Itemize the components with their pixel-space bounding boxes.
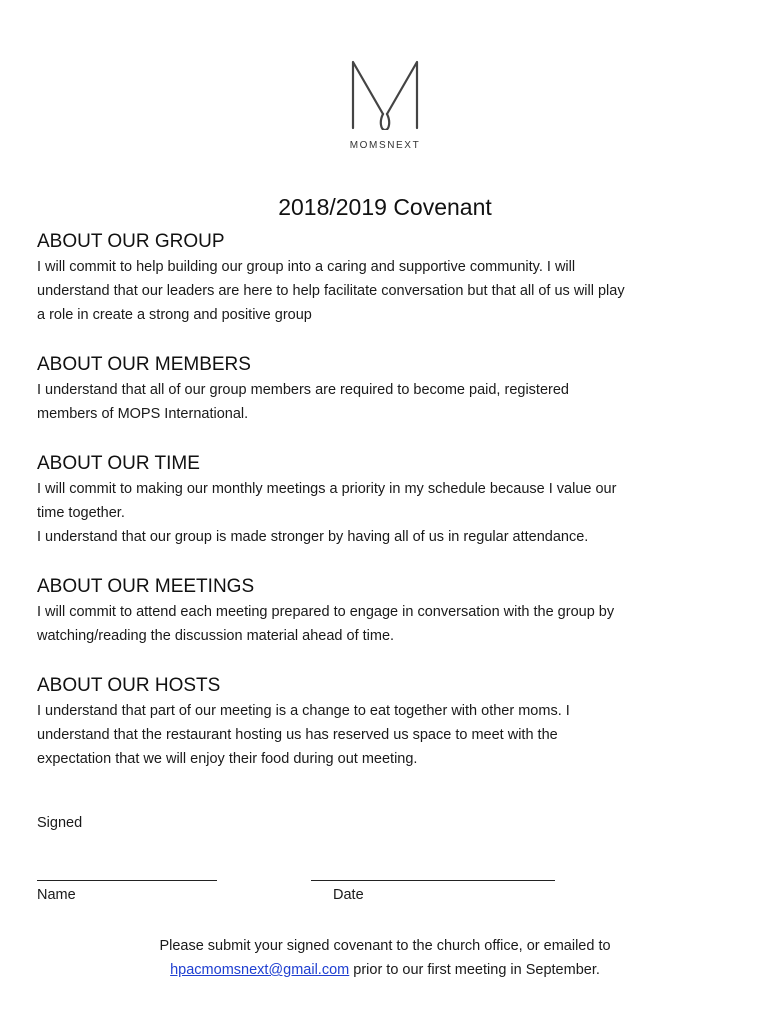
section-meetings: [37, 574, 737, 648]
section-members: [37, 352, 737, 426]
section-line: time together.: [37, 505, 125, 521]
name-label: Name: [37, 887, 76, 903]
section-line: a role in create a strong and positive group: [37, 307, 312, 323]
section-line: members of MOPS International.: [37, 406, 249, 422]
logo: [0, 58, 770, 151]
section-group: [37, 229, 737, 327]
section-line: expectation that we will enjoy their food during out meeting.: [37, 751, 418, 767]
email-link[interactable]: hpacmomsnext@gmail.com: [170, 962, 350, 978]
section-heading: ABOUT OUR MEETINGS: [37, 576, 255, 597]
section-time: [37, 451, 737, 549]
section-line: I will commit to making our monthly meetings a priority in my schedule because I value our: [37, 481, 617, 497]
section-line: I will commit to help building our group into a caring and supportive community. I will: [37, 259, 576, 275]
section-line: I understand that our group is made stronger by having all of us in regular attendance.: [37, 529, 589, 545]
section-heading: ABOUT OUR GROUP: [37, 231, 225, 252]
section-line: understand that the restaurant hosting us has reserved us space to meet with the: [37, 727, 558, 743]
submission-note-line: Please submit your signed covenant to the church office, or emailed to: [159, 938, 611, 954]
name-signature-line: [37, 880, 217, 881]
section-line: watching/reading the discussion material ahead of time.: [37, 628, 395, 644]
section-heading: ABOUT OUR TIME: [37, 453, 200, 474]
section-line: understand that our leaders are here to help facilitate conversation but that all of us will play: [37, 283, 625, 299]
date-label: Date: [333, 887, 364, 903]
section-line: I will commit to attend each meeting prepared to engage in conversation with the group by: [37, 604, 615, 620]
submission-note: [0, 934, 770, 982]
section-line: I understand that all of our group members are required to become paid, registered: [37, 382, 569, 398]
section-heading: ABOUT OUR MEMBERS: [37, 354, 251, 375]
section-line: I understand that part of our meeting is a change to eat together with other moms. I: [37, 703, 570, 719]
section-heading: ABOUT OUR HOSTS: [37, 675, 221, 696]
signed-label: Signed: [37, 815, 83, 831]
momsnext-m-logo-icon: [345, 58, 425, 130]
logo-wordmark: MOMSNEXT: [349, 140, 421, 151]
section-hosts: [37, 673, 737, 771]
date-signature-line: [311, 880, 555, 881]
submission-note-line-2: [0, 958, 770, 982]
submission-note-tail: prior to our first meeting in September.: [349, 962, 600, 978]
page-title: 2018/2019 Covenant: [278, 194, 492, 220]
